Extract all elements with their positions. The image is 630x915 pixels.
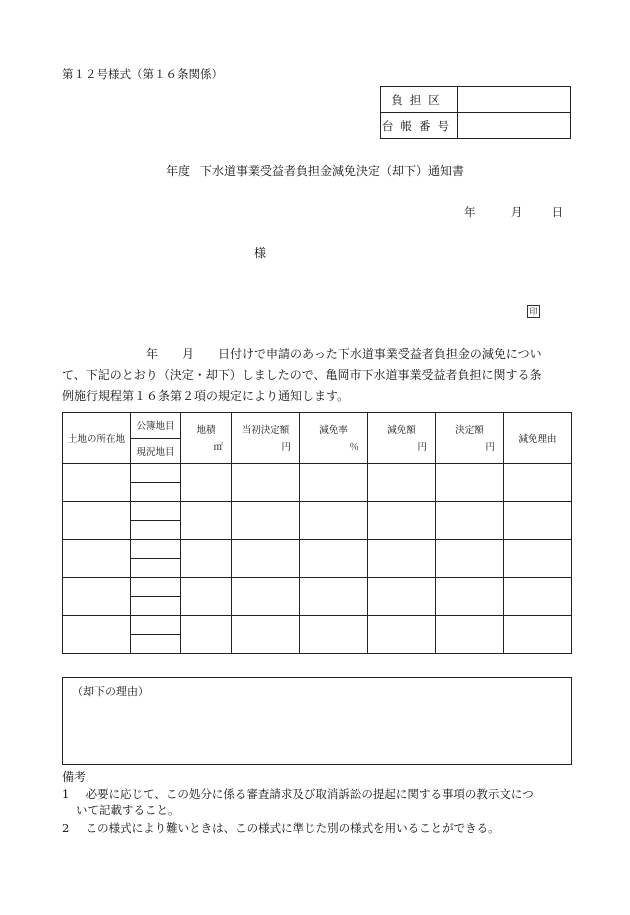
table-cell[interactable] <box>504 616 572 654</box>
ledger-value-burden-district[interactable] <box>458 87 571 113</box>
ledger-value-ledger-number[interactable] <box>458 113 571 139</box>
ledger-table <box>380 86 571 139</box>
ledger-label-burden-district: 負担区 <box>381 87 458 113</box>
unit-yen: 円 <box>485 442 495 453</box>
header-land-location: 土地の所在地 <box>63 413 131 464</box>
header-decided-amount: 決定額 円 <box>436 413 504 464</box>
table-cell[interactable] <box>368 502 436 540</box>
table-cell[interactable] <box>232 540 300 578</box>
table-cell[interactable] <box>300 502 368 540</box>
table-cell[interactable] <box>368 540 436 578</box>
table-row <box>63 464 572 483</box>
table-row <box>63 502 572 521</box>
table-cell[interactable] <box>504 502 572 540</box>
table-cell[interactable] <box>436 464 504 502</box>
notice-body <box>62 344 572 407</box>
body-line-2: て、下記のとおり（決定・却下）しましたので、亀岡市下水道事業受益者負担に関する条 <box>62 368 542 382</box>
reduction-table <box>62 412 572 654</box>
table-cell[interactable] <box>368 616 436 654</box>
table-cell[interactable] <box>436 502 504 540</box>
table-cell[interactable] <box>63 540 131 578</box>
table-cell[interactable] <box>131 521 181 540</box>
table-cell[interactable] <box>131 559 181 578</box>
table-cell[interactable] <box>300 616 368 654</box>
unit-area: ㎡ <box>213 442 223 453</box>
table-row <box>63 540 572 559</box>
table-cell[interactable] <box>436 540 504 578</box>
header-initial-amount: 当初決定額 円 <box>232 413 300 464</box>
table-cell[interactable] <box>436 616 504 654</box>
table-cell[interactable] <box>504 540 572 578</box>
reject-reason-label: （却下の理由） <box>72 685 149 698</box>
table-cell[interactable] <box>63 616 131 654</box>
unit-yen: 円 <box>417 442 427 453</box>
notes-heading: 備考 <box>62 770 87 784</box>
note-item-1: 1 必要に応じて、この処分に係る審査請求及び取消訴訟の提起に関する事項の教示文につ いて記載すること。 <box>62 787 534 817</box>
header-reduction-amount: 減免額 円 <box>368 413 436 464</box>
table-cell[interactable] <box>131 635 181 654</box>
table-cell[interactable] <box>436 578 504 616</box>
date-year: 年 <box>464 205 476 219</box>
issue-date <box>464 204 563 220</box>
table-cell[interactable] <box>181 502 232 540</box>
table-cell[interactable] <box>63 578 131 616</box>
table-cell[interactable] <box>232 616 300 654</box>
header-reduction-reason: 減免理由 <box>504 413 572 464</box>
date-day: 日 <box>551 205 564 219</box>
body-line-3: 例施行規程第１６条第２項の規定により通知します。 <box>62 389 350 403</box>
ledger-label-ledger-number: 台帳番号 <box>381 113 458 139</box>
table-cell[interactable] <box>63 502 131 540</box>
header-registry-category: 公簿地目 <box>131 413 181 439</box>
table-cell[interactable] <box>181 616 232 654</box>
date-month: 月 <box>510 205 523 219</box>
table-cell[interactable] <box>504 464 572 502</box>
table-cell[interactable] <box>232 464 300 502</box>
header-current-category: 現況地目 <box>131 438 181 464</box>
title-year: 年度 <box>165 164 190 178</box>
body-line-1: 年 月 日付けで申請のあった下水道事業受益者負担金の減免につい <box>146 347 542 361</box>
table-cell[interactable] <box>63 464 131 502</box>
table-cell[interactable] <box>300 578 368 616</box>
table-cell[interactable] <box>232 502 300 540</box>
table-cell[interactable] <box>131 597 181 616</box>
table-cell[interactable] <box>181 464 232 502</box>
table-cell[interactable] <box>131 616 181 635</box>
table-cell[interactable] <box>181 540 232 578</box>
table-cell[interactable] <box>504 578 572 616</box>
table-cell[interactable] <box>232 578 300 616</box>
table-cell[interactable] <box>131 464 181 483</box>
table-cell[interactable] <box>368 578 436 616</box>
table-cell[interactable] <box>300 540 368 578</box>
table-cell[interactable] <box>131 483 181 502</box>
header-reduction-rate: 減免率 ％ <box>300 413 368 464</box>
unit-yen: 円 <box>281 442 291 453</box>
seal-mark: 印 <box>527 305 540 318</box>
note-item-2: 2 この様式により難いときは、この様式に準じた別の様式を用いることができる。 <box>62 821 500 835</box>
table-cell[interactable] <box>300 464 368 502</box>
table-cell[interactable] <box>131 578 181 597</box>
addressee-honorific: 様 <box>254 246 267 260</box>
table-cell[interactable] <box>131 502 181 521</box>
title-text: 下水道事業受益者負担金減免決定（却下）通知書 <box>200 164 465 178</box>
document-title <box>0 162 630 179</box>
table-row <box>63 578 572 597</box>
table-cell[interactable] <box>368 464 436 502</box>
unit-percent: ％ <box>349 442 359 453</box>
table-cell[interactable] <box>131 540 181 559</box>
table-row <box>63 616 572 635</box>
table-cell[interactable] <box>181 578 232 616</box>
header-area: 地積 ㎡ <box>181 413 232 464</box>
form-number: 第１２号様式（第１６条関係） <box>62 67 223 81</box>
